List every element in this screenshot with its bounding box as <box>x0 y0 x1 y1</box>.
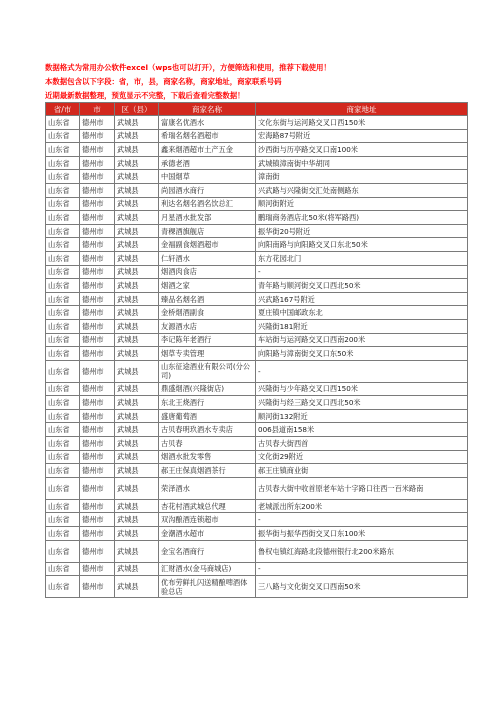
table-row <box>46 477 468 499</box>
province-cell: 山东省 <box>46 437 80 451</box>
city-cell: 德州市 <box>80 156 115 170</box>
notice-block <box>45 61 465 103</box>
merchant-address-cell: 兴隆街与经三路交叉口西北50米 <box>256 396 468 410</box>
county-cell: 武城县 <box>115 382 159 396</box>
city-cell: 德州市 <box>80 347 115 361</box>
merchant-address-cell: 东方花园北门 <box>256 251 468 265</box>
province-cell: 山东省 <box>46 513 80 527</box>
table-row <box>46 197 468 211</box>
merchant-address-cell: 文化街29附近 <box>256 450 468 464</box>
table-row <box>46 464 468 478</box>
county-cell: 武城县 <box>115 527 159 541</box>
city-cell: 德州市 <box>80 540 115 562</box>
merchant-name-cell: 郝王庄保真烟酒茶行 <box>159 464 256 478</box>
county-cell: 武城县 <box>115 116 159 130</box>
merchant-address-cell: 文化东街与运河路交叉口西150米 <box>256 116 468 130</box>
county-cell: 武城县 <box>115 396 159 410</box>
city-cell: 德州市 <box>80 143 115 157</box>
merchant-name-cell: 中国烟草 <box>159 170 256 184</box>
county-cell: 武城县 <box>115 265 159 279</box>
merchant-address-cell: 鲁权屯镇红海路北段德州银行北200米路东 <box>256 540 468 562</box>
table-row <box>46 333 468 347</box>
city-cell: 德州市 <box>80 333 115 347</box>
city-cell: 德州市 <box>80 197 115 211</box>
province-cell: 山东省 <box>46 477 80 499</box>
province-cell: 山东省 <box>46 499 80 513</box>
table-row <box>46 129 468 143</box>
merchant-name-cell: 承德老酒 <box>159 156 256 170</box>
province-cell: 山东省 <box>46 464 80 478</box>
merchant-address-cell: 顺河街132附近 <box>256 409 468 423</box>
merchant-name-cell: 尚园酒水商行 <box>159 183 256 197</box>
province-cell: 山东省 <box>46 251 80 265</box>
county-cell: 武城县 <box>115 464 159 478</box>
province-cell: 山东省 <box>46 423 80 437</box>
merchant-name-cell: 富康名优酒水 <box>159 116 256 130</box>
table-row <box>46 437 468 451</box>
merchant-address-cell: 武城镇漳南街中华胡同 <box>256 156 468 170</box>
city-cell: 德州市 <box>80 129 115 143</box>
province-cell: 山东省 <box>46 292 80 306</box>
province-cell: 山东省 <box>46 396 80 410</box>
table-row <box>46 319 468 333</box>
province-cell: 山东省 <box>46 333 80 347</box>
merchant-address-cell: 顺河街附近 <box>256 197 468 211</box>
merchant-name-cell: 烟草专卖管理 <box>159 347 256 361</box>
province-cell: 山东省 <box>46 143 80 157</box>
city-cell: 德州市 <box>80 513 115 527</box>
province-cell: 山东省 <box>46 382 80 396</box>
table-row <box>46 450 468 464</box>
merchant-address-cell: 鹏瑞商务酒店北50米(将军路西) <box>256 211 468 225</box>
merchant-address-cell: 青年路与顺河街交叉口西北50米 <box>256 279 468 293</box>
county-cell: 武城县 <box>115 306 159 320</box>
province-cell: 山东省 <box>46 409 80 423</box>
city-cell: 德州市 <box>80 292 115 306</box>
county-cell: 武城县 <box>115 360 159 382</box>
merchant-address-cell: - <box>256 360 468 382</box>
table-row <box>46 143 468 157</box>
county-cell: 武城县 <box>115 170 159 184</box>
merchant-name-cell: 鼎盛烟酒(兴隆街店) <box>159 382 256 396</box>
table-row <box>46 513 468 527</box>
table-row <box>46 409 468 423</box>
city-cell: 德州市 <box>80 477 115 499</box>
province-cell: 山东省 <box>46 562 80 576</box>
county-cell: 武城县 <box>115 477 159 499</box>
province-cell: 山东省 <box>46 540 80 562</box>
merchant-name-cell: 希瑞名烟名酒超市 <box>159 129 256 143</box>
table-row <box>46 527 468 541</box>
province-cell: 山东省 <box>46 527 80 541</box>
merchant-name-cell: 李记陈年老酒行 <box>159 333 256 347</box>
merchant-address-cell: 006县道南158米 <box>256 423 468 437</box>
merchant-name-cell: 鑫来烟酒超市土产五金 <box>159 143 256 157</box>
merchant-name-cell: 烟酒水批发零售 <box>159 450 256 464</box>
merchant-address-cell: - <box>256 513 468 527</box>
header-merchant-address: 商家地址 <box>256 103 468 116</box>
province-cell: 山东省 <box>46 183 80 197</box>
city-cell: 德州市 <box>80 382 115 396</box>
city-cell: 德州市 <box>80 450 115 464</box>
city-cell: 德州市 <box>80 224 115 238</box>
city-cell: 德州市 <box>80 360 115 382</box>
notice-line-fields: 本数据包含以下字段：省，市，县，商家名称，商家地址，商家联系号码 <box>45 77 282 86</box>
merchant-address-cell: 郝王庄镇商业街 <box>256 464 468 478</box>
merchant-name-cell: 金潮酒水超市 <box>159 527 256 541</box>
city-cell: 德州市 <box>80 279 115 293</box>
merchant-address-cell: 老城派出所东200米 <box>256 499 468 513</box>
table-row <box>46 499 468 513</box>
county-cell: 武城县 <box>115 279 159 293</box>
county-cell: 武城县 <box>115 251 159 265</box>
merchant-name-cell: 荣泽酒水 <box>159 477 256 499</box>
table-row <box>46 540 468 562</box>
county-cell: 武城县 <box>115 437 159 451</box>
table-row <box>46 292 468 306</box>
merchant-name-cell: 杏花村酒武城总代理 <box>159 499 256 513</box>
city-cell: 德州市 <box>80 396 115 410</box>
county-cell: 武城县 <box>115 319 159 333</box>
city-cell: 德州市 <box>80 238 115 252</box>
county-cell: 武城县 <box>115 143 159 157</box>
merchant-name-cell: 月星酒水批发部 <box>159 211 256 225</box>
merchant-address-cell: 兴隆街与少年路交叉口西150米 <box>256 382 468 396</box>
province-cell: 山东省 <box>46 265 80 279</box>
province-cell: 山东省 <box>46 360 80 382</box>
province-cell: 山东省 <box>46 211 80 225</box>
table-row <box>46 224 468 238</box>
table-row <box>46 183 468 197</box>
table-row <box>46 382 468 396</box>
merchant-name-cell: 仁轩酒水 <box>159 251 256 265</box>
province-cell: 山东省 <box>46 576 80 598</box>
merchant-name-cell: 青稞酒旗舰店 <box>159 224 256 238</box>
merchant-name-cell: 古贝春 <box>159 437 256 451</box>
merchant-name-cell: 烟酒之家 <box>159 279 256 293</box>
county-cell: 武城县 <box>115 183 159 197</box>
table-row <box>46 265 468 279</box>
county-cell: 武城县 <box>115 409 159 423</box>
merchant-address-cell: 沙西街与历亭路交叉口南100米 <box>256 143 468 157</box>
table-row <box>46 211 468 225</box>
header-city: 市 <box>80 103 115 116</box>
table-row <box>46 306 468 320</box>
table-row <box>46 116 468 130</box>
header-county: 区（县） <box>115 103 159 116</box>
merchant-address-cell: 向阳路与漳南街交叉口东50米 <box>256 347 468 361</box>
county-cell: 武城县 <box>115 333 159 347</box>
county-cell: 武城县 <box>115 129 159 143</box>
merchant-name-cell: 烟酒肉食店 <box>159 265 256 279</box>
table-row <box>46 238 468 252</box>
city-cell: 德州市 <box>80 499 115 513</box>
province-cell: 山东省 <box>46 450 80 464</box>
county-cell: 武城县 <box>115 238 159 252</box>
header-province: 省/市 <box>46 103 80 116</box>
city-cell: 德州市 <box>80 183 115 197</box>
merchant-address-cell: 车站街与运河路交叉口西南200米 <box>256 333 468 347</box>
city-cell: 德州市 <box>80 319 115 333</box>
table-row <box>46 562 468 576</box>
merchant-name-cell: 汇财酒水(金马商城店) <box>159 562 256 576</box>
header-merchant-name: 商家名称 <box>159 103 256 116</box>
county-cell: 武城县 <box>115 576 159 598</box>
province-cell: 山东省 <box>46 238 80 252</box>
county-cell: 武城县 <box>115 224 159 238</box>
county-cell: 武城县 <box>115 450 159 464</box>
merchant-name-cell: 友源酒水店 <box>159 319 256 333</box>
county-cell: 武城县 <box>115 347 159 361</box>
province-cell: 山东省 <box>46 319 80 333</box>
merchant-address-cell: 向阳南路与向阳路交叉口东北50米 <box>256 238 468 252</box>
city-cell: 德州市 <box>80 116 115 130</box>
merchant-address-cell: 古贝春大街中收首原老车站十字路口往西一百米路南 <box>256 477 468 499</box>
city-cell: 德州市 <box>80 211 115 225</box>
county-cell: 武城县 <box>115 540 159 562</box>
city-cell: 德州市 <box>80 170 115 184</box>
merchant-name-cell: 双沟酿酒连锁超市 <box>159 513 256 527</box>
county-cell: 武城县 <box>115 211 159 225</box>
province-cell: 山东省 <box>46 347 80 361</box>
county-cell: 武城县 <box>115 499 159 513</box>
city-cell: 德州市 <box>80 265 115 279</box>
table-row <box>46 396 468 410</box>
county-cell: 武城县 <box>115 513 159 527</box>
merchant-name-cell: 盛唐葡萄酒 <box>159 409 256 423</box>
table-row <box>46 279 468 293</box>
merchant-name-cell: 古贝春明玖酒水专卖店 <box>159 423 256 437</box>
province-cell: 山东省 <box>46 306 80 320</box>
merchant-address-cell: 夏庄镇中国邮政东北 <box>256 306 468 320</box>
city-cell: 德州市 <box>80 409 115 423</box>
merchant-address-cell: 兴武路与兴隆街交汇处南侧路东 <box>256 183 468 197</box>
province-cell: 山东省 <box>46 129 80 143</box>
province-cell: 山东省 <box>46 116 80 130</box>
province-cell: 山东省 <box>46 279 80 293</box>
merchant-name-cell: 利达名烟名酒名饮总汇 <box>159 197 256 211</box>
merchant-name-cell: 山东征途酒业有限公司(分公司) <box>159 360 256 382</box>
county-cell: 武城县 <box>115 423 159 437</box>
city-cell: 德州市 <box>80 251 115 265</box>
table-row <box>46 347 468 361</box>
merchant-address-cell: 漳南街 <box>256 170 468 184</box>
city-cell: 德州市 <box>80 527 115 541</box>
merchant-name-cell: 优布劳鲜扎闪送精酿啤酒体验总店 <box>159 576 256 598</box>
city-cell: 德州市 <box>80 306 115 320</box>
notice-line-format: 数据格式为常用办公软件excel（wps也可以打开），方便筛选和使用，推荐下载使用！ <box>45 63 331 72</box>
table-header-row <box>46 103 468 116</box>
province-cell: 山东省 <box>46 170 80 184</box>
table-row <box>46 170 468 184</box>
province-cell: 山东省 <box>46 197 80 211</box>
merchant-address-cell: - <box>256 562 468 576</box>
city-cell: 德州市 <box>80 576 115 598</box>
merchant-name-cell: 臻品名烟名酒 <box>159 292 256 306</box>
merchant-address-cell: 三八路与文化街交叉口西南50米 <box>256 576 468 598</box>
merchant-address-cell: 振华街与振华西街交叉口东100米 <box>256 527 468 541</box>
merchant-name-cell: 金福副食烟酒超市 <box>159 238 256 252</box>
merchant-name-cell: 东北王烧酒行 <box>159 396 256 410</box>
table-row <box>46 360 468 382</box>
table-row <box>46 251 468 265</box>
city-cell: 德州市 <box>80 423 115 437</box>
province-cell: 山东省 <box>46 156 80 170</box>
merchant-address-cell: 振华街20号附近 <box>256 224 468 238</box>
county-cell: 武城县 <box>115 292 159 306</box>
merchant-address-cell: 兴隆街181附近 <box>256 319 468 333</box>
merchant-address-cell: - <box>256 265 468 279</box>
table-row <box>46 576 468 598</box>
merchant-address-cell: 古贝春大街西首 <box>256 437 468 451</box>
notice-line-preview: 近期最新数据整理，预览显示不完整，下载后查看完整数据！ <box>45 91 245 100</box>
merchant-address-cell: 宏海路87号附近 <box>256 129 468 143</box>
merchant-table <box>45 102 468 598</box>
city-cell: 德州市 <box>80 437 115 451</box>
province-cell: 山东省 <box>46 224 80 238</box>
city-cell: 德州市 <box>80 464 115 478</box>
table-body <box>46 116 468 598</box>
table-row <box>46 423 468 437</box>
county-cell: 武城县 <box>115 562 159 576</box>
city-cell: 德州市 <box>80 562 115 576</box>
county-cell: 武城县 <box>115 156 159 170</box>
county-cell: 武城县 <box>115 197 159 211</box>
merchant-address-cell: 兴武路167号附近 <box>256 292 468 306</box>
merchant-name-cell: 金宝名酒商行 <box>159 540 256 562</box>
table-row <box>46 156 468 170</box>
merchant-name-cell: 金桥烟酒副食 <box>159 306 256 320</box>
